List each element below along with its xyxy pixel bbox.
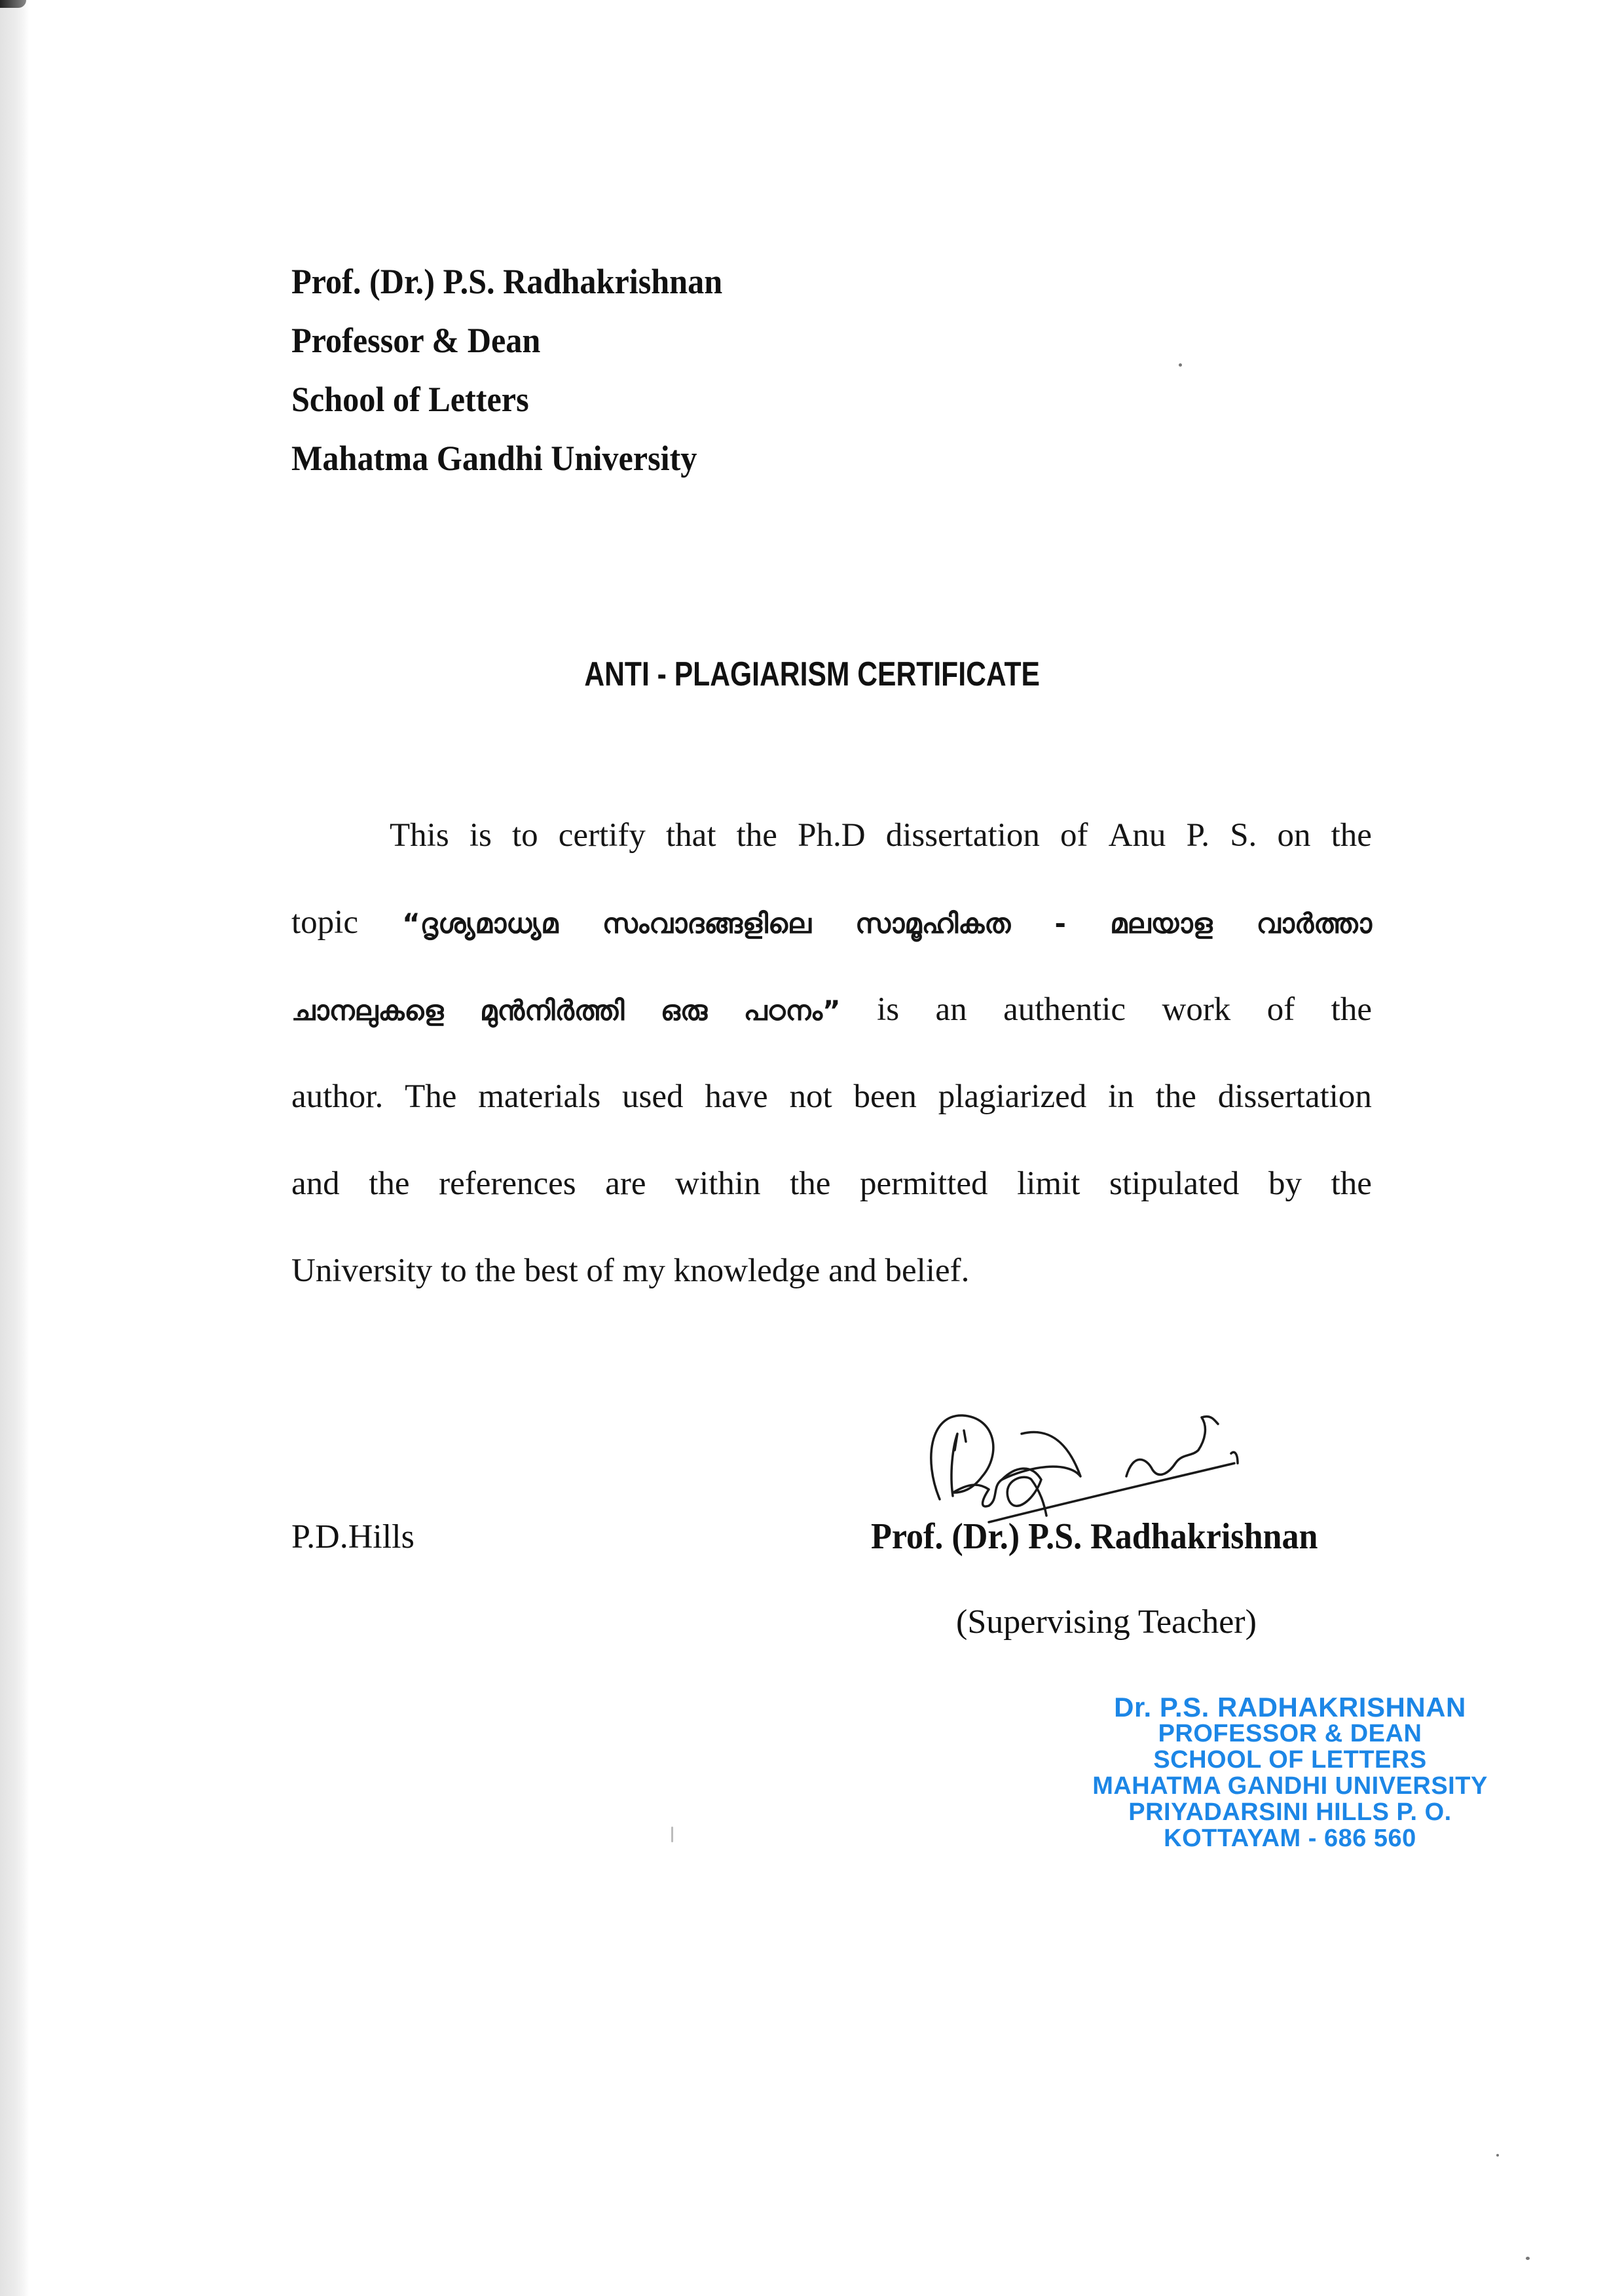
place-of-signing: P.D.Hills [291,1518,415,1556]
body-word: have [705,1078,768,1115]
signature-stroke [1231,1452,1238,1463]
body-word: not [789,1078,832,1115]
malayalam-word: സംവാദങ്ങളിലെ [602,907,811,939]
body-word: on [1277,817,1311,854]
body-word: materials [478,1078,601,1115]
malayalam-word: - [1054,907,1066,939]
stamp-line-city-pin: KOTTAYAM - 686 560 [1164,1825,1416,1852]
malayalam-word: പഠനം” [743,994,841,1027]
body-word: used [622,1078,684,1115]
body-word: been [853,1078,917,1115]
body-word: by [1268,1165,1302,1202]
body-word: the [1155,1078,1196,1115]
body-word: topic [291,904,358,941]
body-word: is [469,817,492,854]
body-word: of [1266,991,1295,1028]
signer-name-text: Prof. (Dr.) P.S. Radhakrishnan [871,1516,1318,1557]
official-stamp [1061,1694,1519,1851]
body-word: and [291,1165,340,1202]
body-line-2 [291,899,1372,986]
malayalam-word: മുൻനിർത്തി [479,994,625,1027]
malayalam-word: ചാനലുകളെ [291,994,444,1027]
body-word: the [790,1165,831,1202]
body-word: dissertation [885,817,1040,854]
body-word: author. [291,1078,384,1115]
body-word: The [405,1078,457,1115]
signature-stroke [1002,1432,1080,1480]
body-word: plagiarized [938,1078,1087,1115]
body-word: within [675,1165,761,1202]
body-word: stipulated [1109,1165,1240,1202]
body-line-5 [291,1160,1372,1247]
malayalam-word: സാമൂഹികത [855,907,1011,939]
scan-edge-shadow [0,0,29,2296]
body-line-6 [291,1247,1372,1334]
body-word: limit [1017,1165,1080,1202]
sender-name: Prof. (Dr.) P.S. Radhakrishnan [291,262,723,301]
body-word: the [1331,817,1372,854]
malayalam-word: ഒരു [660,994,708,1027]
malayalam-word: മലയാള [1110,907,1213,939]
signature-stroke [1126,1417,1218,1476]
malayalam-word: വാർത്താ [1256,907,1372,939]
body-word: to [511,817,538,854]
body-word: authentic [1003,991,1126,1028]
scan-speck [671,1827,673,1842]
body-word: P. [1186,817,1210,854]
body-word: of [1060,817,1088,854]
body-line-4 [291,1073,1372,1160]
body-word: references [439,1165,576,1202]
stamp-line-name: Dr. P.S. RADHAKRISHNAN [1114,1692,1466,1722]
body-word: This [390,817,449,854]
stamp-line-designation: PROFESSOR & DEAN [1158,1720,1422,1747]
body-word: certify [558,817,646,854]
certificate-title [0,655,1624,694]
body-word: in [1108,1078,1134,1115]
body-word: the [369,1165,410,1202]
scan-speck [1179,363,1182,367]
sender-address-block [291,252,755,488]
body-word: the [1331,991,1372,1028]
body-word: permitted [860,1165,988,1202]
body-word: Ph.D [798,817,866,854]
sender-university: Mahatma Gandhi University [291,439,697,478]
sender-department: School of Letters [291,380,529,419]
body-word: S. [1230,817,1257,854]
body-word: Anu [1108,817,1166,854]
signer-role: (Supervising Teacher) [956,1603,1257,1641]
certificate-title-text: ANTI - PLAGIARISM CERTIFICATE [584,655,1040,693]
body-word: the [1331,1165,1372,1202]
sender-designation: Professor & Dean [291,321,541,360]
signer-name [871,1516,1352,1558]
body-word: work [1162,991,1231,1028]
body-word: dissertation [1217,1078,1372,1115]
body-word: is [877,991,900,1028]
signature-stroke [953,1468,1046,1516]
body-line-3 [291,986,1372,1073]
scan-speck [1496,2154,1499,2157]
body-word: are [605,1165,646,1202]
stamp-line-university: MAHATMA GANDHI UNIVERSITY [1092,1772,1488,1800]
body-word: an [935,991,967,1028]
stamp-line-department: SCHOOL OF LETTERS [1153,1746,1427,1774]
certificate-body [291,812,1372,1334]
body-word: that [666,817,716,854]
signature-stroke [989,1463,1234,1522]
body-line-6-text: University to the best of my knowledge and belief. [291,1252,970,1289]
stamp-line-post-office: PRIYADARSINI HILLS P. O. [1128,1798,1452,1826]
body-word: the [736,817,777,854]
scan-corner-mark [0,0,26,8]
body-line-1 [291,812,1372,899]
scan-speck [1526,2257,1530,2260]
malayalam-word: “ദൃശ്യമാധ്യമ [402,907,559,939]
